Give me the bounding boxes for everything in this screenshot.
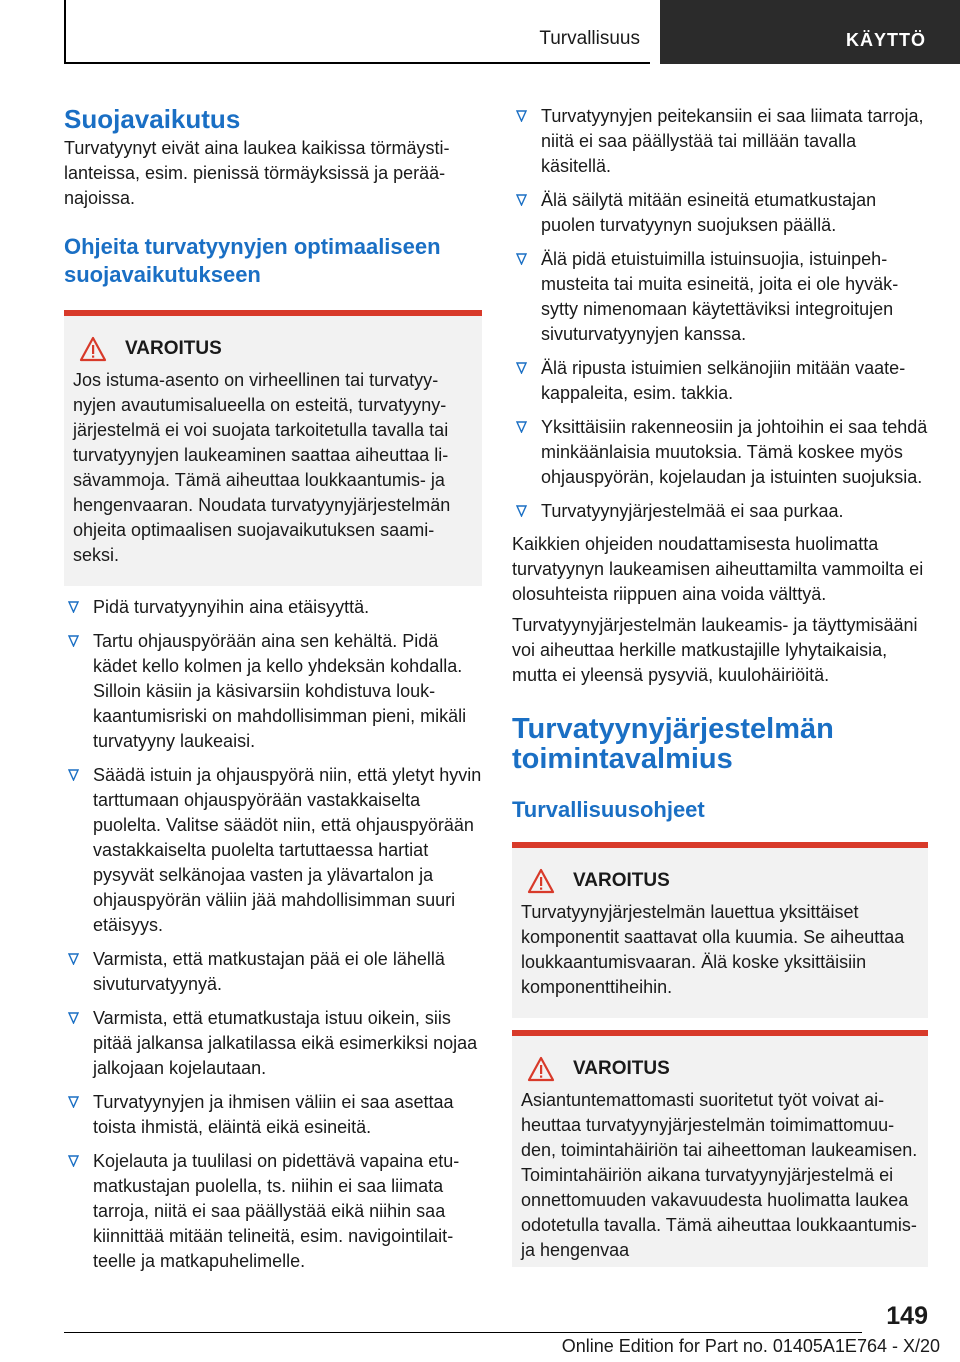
warning-title-text: VAROITUS bbox=[573, 1058, 670, 1079]
warning-text: Asiantuntemattomasti suoritetut työt voivat aiheuttaa turvatyynyjärjestelmän toimimattomuuden, toimintahäiriön tai aiheettoman laukeamisen. Toimintahäiriön aikana turvatyynyjärjestelmä ei onnettomuuden vakavuudesta huolimatta laukea odotetulla tavalla. Tämä aiheuttaa loukkaantumis- ja hengenvaa bbox=[521, 1090, 918, 1260]
paragraph-suojavaikutus: Turvatyynyt eivät aina laukea kaikissa törmäystilanteissa, esim. pienissä törmäyksissä ja peräänajoissa. bbox=[64, 138, 450, 208]
warning-box-2 bbox=[512, 842, 928, 1018]
warning-title bbox=[521, 1056, 918, 1082]
warning-box-1 bbox=[64, 310, 482, 586]
list-item: Varmista, että matkustajan pää ei ole lähellä sivuturvatyynyä. bbox=[64, 947, 482, 997]
warning-title-text: VAROITUS bbox=[125, 338, 222, 359]
triangle-bullet-icon bbox=[516, 253, 527, 265]
header-bottom-rule bbox=[64, 62, 650, 64]
left-column bbox=[64, 100, 482, 1274]
triangle-bullet-icon bbox=[68, 953, 79, 965]
triangle-bullet-icon bbox=[516, 110, 527, 122]
warning-triangle-icon bbox=[527, 868, 555, 894]
triangle-bullet-icon bbox=[516, 194, 527, 206]
page-number: 149 bbox=[886, 1302, 928, 1330]
list-item: Turvatyynyjen peitekansiin ei saa liimata tarroja, niitä ei saa päällystää tai millään tavalla käsitellä. bbox=[512, 104, 928, 179]
heading-ohjeita: Ohjeita turvatyynyjen optimaaliseen suojavaikutukseen bbox=[64, 234, 441, 287]
list-item: Älä pidä etuistuimilla istuinsuojia, istuinpehmusteita tai muita esineitä, joita ei ole hyväksytty nimenomaan käytettäviksi integroitujen sivuturvatyynyjen kanssa. bbox=[512, 247, 928, 347]
triangle-bullet-icon bbox=[68, 601, 79, 613]
header-section-title: Turvallisuus bbox=[539, 28, 640, 49]
list-item: Yksittäisiin rakenneosiin ja johtoihin ei saa tehdä minkäänlaisia muutoksia. Tämä koskee myös ohjauspyörän, kojelaudan ja istuinten suojuksia. bbox=[512, 415, 928, 490]
footer-rule bbox=[64, 1332, 862, 1333]
triangle-bullet-icon bbox=[516, 505, 527, 517]
triangle-bullet-icon bbox=[68, 1096, 79, 1108]
list-item: Älä säilytä mitään esineitä etumatkustajan puolen turvatyynyn suojuksen päällä. bbox=[512, 188, 928, 238]
list-item: Pidä turvatyynyihin aina etäisyyttä. bbox=[64, 595, 482, 620]
triangle-bullet-icon bbox=[68, 769, 79, 781]
triangle-bullet-icon bbox=[516, 362, 527, 374]
warning-text: Turvatyynyjärjestelmän lauettua yksittäiset komponentit saattavat olla kuumia. Se aiheuttaa loukkaantumisvaaran. Älä koske yksittäisiin komponenttiheihin. bbox=[521, 902, 905, 997]
left-instruction-list bbox=[64, 595, 482, 1274]
heading-turvallisuusohjeet: Turvallisuusohjeet bbox=[512, 797, 705, 822]
triangle-bullet-icon bbox=[516, 421, 527, 433]
triangle-bullet-icon bbox=[68, 635, 79, 647]
warning-title-text: VAROITUS bbox=[573, 870, 670, 891]
list-item: Säädä istuin ja ohjauspyörä niin, että yletyt hyvin tarttumaan ohjauspyörään vastakkaiselta puolelta. Valitse säädöt niin, että ohjauspyörään vastakkaiselta puolelta tartuttaessa hartiat pysyvät selkänojaa vasten ja ylävartalon ja ohjauspyörän väliin jää mahdollisimman suuri etäisyys. bbox=[64, 763, 482, 938]
heading-toimintavalmius: Turvatyynyjärjestelmän toimintavalmius bbox=[512, 713, 834, 775]
right-instruction-list bbox=[512, 104, 928, 524]
right-column bbox=[512, 100, 928, 1267]
warning-triangle-icon bbox=[527, 1056, 555, 1082]
list-item: Varmista, että etumatkustaja istuu oikein, siis pitää jalkansa jalkatilassa eikä esimerkiksi nojaa jalkojaan kojelautaan. bbox=[64, 1006, 482, 1081]
header-chapter-tab[interactable]: KÄYTTÖ bbox=[660, 0, 960, 64]
list-item: Turvatyynyjärjestelmää ei saa purkaa. bbox=[512, 499, 928, 524]
list-item: Älä ripusta istuimien selkänojiin mitään vaatekappaleita, esim. takkia. bbox=[512, 356, 928, 406]
warning-title bbox=[521, 868, 918, 894]
warning-title bbox=[73, 336, 472, 362]
triangle-bullet-icon bbox=[68, 1012, 79, 1024]
warning-box-3 bbox=[512, 1030, 928, 1267]
heading-suojavaikutus: Suojavaikutus bbox=[64, 104, 241, 134]
list-item: Tartu ohjauspyörään aina sen kehältä. Pidä kädet kello kolmen ja kello yhdeksän kohdalla. Silloin käsiin ja käsivarsiin kohdistuva loukkaantumisriski on mahdollisimman pieni, mikäli turvatyyny laukeaisi. bbox=[64, 629, 482, 754]
paragraph-injury-risk: Kaikkien ohjeiden noudattamisesta huolimatta turvatyynyn laukeamisen aiheuttamilta vammoilta ei olosuhteista riippuen aina voida välttyä. bbox=[512, 534, 924, 604]
warning-text: Jos istuma-asento on virheellinen tai turvatyynyjen avautumisalueella on esteitä, turvatyynyjärjestelmä ei voi suojata tarkoitetulla tavalla tai turvatyynyjen laukeaminen saattaa aiheuttaa lisävammoja. Tämä aiheuttaa loukkaantumis- ja hengenvaaran. Noudata turvatyynyjärjestelmän ohjeita optimaalisen suojavaikutuksen saamiseksi. bbox=[73, 370, 451, 565]
warning-triangle-icon bbox=[79, 336, 107, 362]
list-item: Turvatyynyjen ja ihmisen väliin ei saa asettaa toista ihmistä, eläintä eikä esineitä. bbox=[64, 1090, 482, 1140]
paragraph-noise: Turvatyynyjärjestelmän laukeamis- ja täyttymisääni voi aiheuttaa herkille matkustajille lyhytaikaisia, mutta ei yleensä pysyviä, kuulohäiriöitä. bbox=[512, 615, 918, 685]
triangle-bullet-icon bbox=[68, 1155, 79, 1167]
footer-edition: Online Edition for Part no. 01405A1E764 - X/20 bbox=[561, 1336, 940, 1356]
header-left-rule bbox=[64, 0, 66, 64]
list-item: Kojelauta ja tuulilasi on pidettävä vapaina etumatkustajan puolella, ts. niihin ei saa liimata tarroja, niitä ei saa päällystää eikä niihin saa kiinnittää mitään telineitä, esim. navigointilaitteelle ja matkapuhelimelle. bbox=[64, 1149, 482, 1274]
